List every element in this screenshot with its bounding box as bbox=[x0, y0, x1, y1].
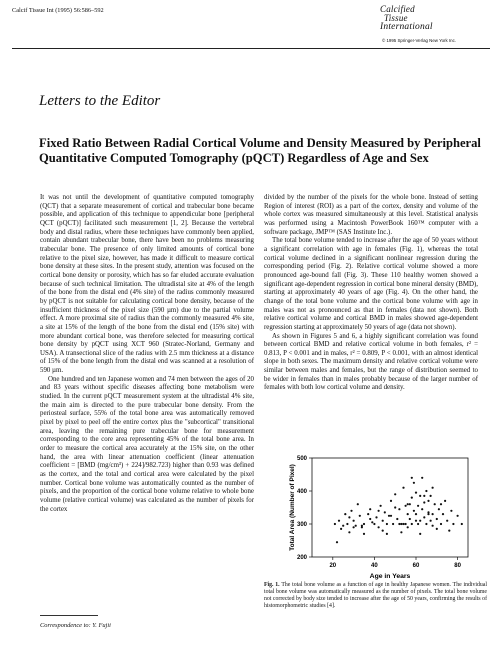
data-point bbox=[457, 515, 459, 517]
data-point bbox=[421, 508, 423, 510]
data-point bbox=[432, 513, 434, 515]
journal-citation: Calcif Tissue Int (1995) 56:586–592 bbox=[12, 7, 104, 14]
data-point bbox=[344, 513, 346, 515]
footnote-rule bbox=[40, 615, 98, 616]
data-point bbox=[411, 497, 413, 499]
data-point bbox=[450, 510, 452, 512]
figure-1-scatter-plot bbox=[262, 400, 490, 580]
data-point bbox=[419, 533, 421, 535]
data-point bbox=[438, 508, 440, 510]
data-point bbox=[378, 510, 380, 512]
data-point bbox=[434, 503, 436, 505]
data-point bbox=[394, 506, 396, 508]
x-tick-label: 80 bbox=[454, 563, 461, 569]
data-point bbox=[417, 523, 419, 525]
data-point bbox=[452, 523, 454, 525]
data-point bbox=[419, 520, 421, 522]
data-point bbox=[423, 516, 425, 518]
data-point bbox=[444, 500, 446, 502]
data-point bbox=[415, 492, 417, 494]
data-point bbox=[430, 520, 432, 522]
data-point bbox=[442, 513, 444, 515]
paragraph: The total bone volume tended to increase after the age of 50 years without a significant correlation with age in females (Fig. 1), whereas the total cortical volume declined in a significant nonlinear regression during the corresponding period (Fig. 2). Relative cortical volume showed a more pronounced age-bound fall (Fig. 3). These 110 healthy women showed a significant age-dependent regression in cortical bone mineral density (BMD), starting at approximately 40 years of age (Fig. 4). On the other hand, the change of the total bone volume and the cortical bone volume with age in males was not as pronounced as that in females (data not shown). Both relative cortical volume and cortical BMD in males showed age-dependent regression starting at approximately 50 years of age (data not shown). bbox=[264, 237, 478, 331]
data-point bbox=[388, 515, 390, 517]
logo-line-3: International bbox=[380, 22, 433, 32]
logo-line-1: Calcified bbox=[380, 4, 415, 14]
paragraph: One hundred and ten Japanese women and 74 men between the ages of 20 and 83 years without specific diseases affecting bone metabolism were studied. In the current pQCT measurement system at the ultradistal 4% site, the main aim is directed to the pure trabecular bone density. From the periosteal surface, 55% of the total bone area was automatically removed pixel by pixel to peel off the entire cortex plus the "subcortical" transitional area, leaving the remaining pure trabecular bone for measurement corresponding to the core area representing 45% of the total bone area. In order to measure the cortical area accurately at the 15% site, on the other hand, the area with linear attenuation coefficient (linear attenuation coefficient = [BMD (mg/cm³) + 224]/982.723) higher than 0.93 was defined as the cortex, and the total and cortical area were calculated by the pixel number. Cortical bone volume was automatically counted as the number of pixels, and the proportion of the cortical bone volume relative to whole bone volume (relative cortical volume) was calculated as the number of pixels for the cortex bbox=[40, 375, 254, 513]
data-point bbox=[398, 508, 400, 510]
data-point bbox=[338, 520, 340, 522]
y-axis-label: Total Area (Number of Pixel) bbox=[289, 464, 296, 551]
data-point bbox=[436, 518, 438, 520]
x-tick-label: 20 bbox=[329, 563, 337, 569]
data-point bbox=[419, 495, 421, 497]
scatter-chart bbox=[262, 400, 490, 580]
data-point bbox=[402, 487, 404, 489]
data-point bbox=[417, 505, 419, 507]
data-point bbox=[461, 523, 463, 525]
data-point bbox=[369, 518, 371, 520]
data-point bbox=[392, 523, 394, 525]
header-rule bbox=[12, 48, 490, 49]
data-point bbox=[427, 513, 429, 515]
y-tick-label: 400 bbox=[296, 489, 307, 496]
data-point bbox=[446, 520, 448, 522]
data-point bbox=[346, 523, 348, 525]
y-tick-label: 500 bbox=[296, 456, 307, 463]
data-point bbox=[363, 523, 365, 525]
data-point bbox=[398, 523, 400, 525]
data-point bbox=[448, 530, 450, 532]
data-point bbox=[367, 513, 369, 515]
data-point bbox=[353, 520, 355, 522]
data-point bbox=[425, 490, 427, 492]
data-point bbox=[427, 500, 429, 502]
data-point bbox=[425, 523, 427, 525]
data-point bbox=[400, 531, 402, 533]
data-point bbox=[415, 513, 417, 515]
data-point bbox=[409, 503, 411, 505]
data-point bbox=[336, 541, 338, 543]
data-point bbox=[348, 516, 350, 518]
paragraph: divided by the number of the pixels for the whole bone. Instead of setting Region of interest (ROI) as a part of the cortex, density and volume of the whole cortex was measured simultaneously at this level. Statistical analysis was performed using a Macintosh PowerBook 160™ computer with a software package, JMP™ (SAS Institute Inc.). bbox=[264, 194, 478, 236]
data-point bbox=[355, 525, 357, 527]
data-point bbox=[394, 493, 396, 495]
data-point bbox=[411, 523, 413, 525]
data-point bbox=[400, 523, 402, 525]
data-point bbox=[407, 513, 409, 515]
data-point bbox=[386, 533, 388, 535]
data-point bbox=[359, 515, 361, 517]
data-point bbox=[384, 511, 386, 513]
data-point bbox=[378, 526, 380, 528]
data-point bbox=[411, 477, 413, 479]
data-point bbox=[382, 520, 384, 522]
paragraph: As shown in Figures 5 and 6, a highly significant correlation was found between cortical BMD and relative cortical volume in both females, r² = 0.813, P < 0.001 and in males, r² = 0.809, P < 0.001, with an almost identical slope in both sexes. The maximum density and relative cortical volume were similar between males and females, but the range of distribution seemed to be wider in females than in males probably because of the larger number of females with both low cortical volume and density. bbox=[264, 332, 478, 392]
data-point bbox=[436, 528, 438, 530]
left-column bbox=[40, 194, 254, 514]
data-point bbox=[407, 526, 409, 528]
data-point bbox=[423, 495, 425, 497]
x-axis-ticks bbox=[329, 557, 461, 569]
data-points bbox=[334, 477, 463, 544]
data-point bbox=[413, 510, 415, 512]
data-point bbox=[340, 528, 342, 530]
logo-line-2: Tissue bbox=[384, 13, 408, 23]
x-axis-label: Age in Years bbox=[369, 573, 411, 580]
data-point bbox=[375, 516, 377, 518]
data-point bbox=[386, 523, 388, 525]
paragraph: It was not until the development of quantitative computed tomography (QCT) that a separate measurement of cortical and trabecular bone became possible, and application of this technique to appendicular bone [peripheral QCT (pQCT)] facilitated such measurement [1, 2]. Because the vertebral body and distal radius, where these techniques have commonly been applied, contain abundant trabecular bone, there have been no problems measuring trabecular bone. The presence of only limited amounts of cortical bone relative to the pixel size, however, has made it difficult to measure cortical bone density at these sites. In the present study, attention was focused on the cortical bone density or porosity, which has so far eluded accurate evaluation because of such technical limitation. The ultradistal site at 4% of the length of the bone from the distal end (4% site) of the radius commonly measured by pQCT is not suitable for calculating cortical bone density, because of the insufficient thickness of the pixel size (590 µm) due to the partial volume effect. A more proximal site of radius than the commonly measured 4% site, a site at 15% of the length of the bone from the distal end (15% site) with more abundant cortical bone, was therefore selected for measuring cortical bone density by pQCT using XCT 960 (Stratec-Norland, Germany and USA). A transectional slice of the radius with 2.5 mm thickness at a distance of 15% of the bone length from the distal end was scanned at a resolution of 590 µm. bbox=[40, 194, 254, 375]
figure-caption-text: The total bone volume as a function of age in healthy Japanese women. The individual total bone volume was automatically measured as the number of pixels. The total bone volume not corrected by body size tended to increase after the age of 50 years, confirming the results of histomorphometric studies [4]. bbox=[264, 582, 487, 610]
data-point bbox=[409, 518, 411, 520]
data-point bbox=[371, 521, 373, 523]
data-point bbox=[363, 533, 365, 535]
data-point bbox=[405, 523, 407, 525]
y-tick-label: 300 bbox=[296, 522, 307, 529]
y-tick-label: 200 bbox=[296, 555, 307, 562]
journal-logo bbox=[380, 5, 486, 32]
data-point bbox=[430, 495, 432, 497]
figure-caption-label: Fig. 1. bbox=[264, 582, 280, 588]
data-point bbox=[432, 525, 434, 527]
data-point bbox=[390, 515, 392, 517]
right-column bbox=[264, 194, 478, 393]
data-point bbox=[413, 482, 415, 484]
plot-frame bbox=[312, 458, 468, 557]
x-tick-label: 60 bbox=[412, 563, 420, 569]
data-point bbox=[440, 523, 442, 525]
data-point bbox=[382, 530, 384, 532]
data-point bbox=[334, 523, 336, 525]
data-point bbox=[405, 505, 407, 507]
plot-border bbox=[312, 458, 468, 557]
data-point bbox=[380, 505, 382, 507]
data-point bbox=[390, 500, 392, 502]
data-point bbox=[353, 526, 355, 528]
data-point bbox=[357, 503, 359, 505]
data-point bbox=[342, 525, 344, 527]
y-axis-ticks bbox=[297, 456, 312, 561]
data-point bbox=[407, 503, 409, 505]
data-point bbox=[396, 518, 398, 520]
data-point bbox=[373, 523, 375, 525]
data-point bbox=[440, 503, 442, 505]
x-tick-label: 40 bbox=[371, 563, 378, 569]
data-point bbox=[423, 501, 425, 503]
correspondence-note: Correspondence to: Y. Fujii bbox=[40, 622, 111, 629]
data-point bbox=[369, 508, 371, 510]
data-point bbox=[432, 487, 434, 489]
copyright-notice: © 1995 Springer-Verlag New York Inc. bbox=[382, 38, 457, 43]
data-point bbox=[402, 523, 404, 525]
data-point bbox=[350, 510, 352, 512]
section-heading: Letters to the Editor bbox=[39, 93, 161, 109]
data-point bbox=[348, 531, 350, 533]
data-point bbox=[361, 525, 363, 527]
figure-caption bbox=[264, 582, 487, 610]
data-point bbox=[421, 477, 423, 479]
data-point bbox=[415, 520, 417, 522]
article-title: Fixed Ratio Between Radial Cortical Volume and Density Measured by Peripheral Quantitative Computed Tomography (pQCT) Regardless of Age and Sex bbox=[39, 136, 481, 165]
